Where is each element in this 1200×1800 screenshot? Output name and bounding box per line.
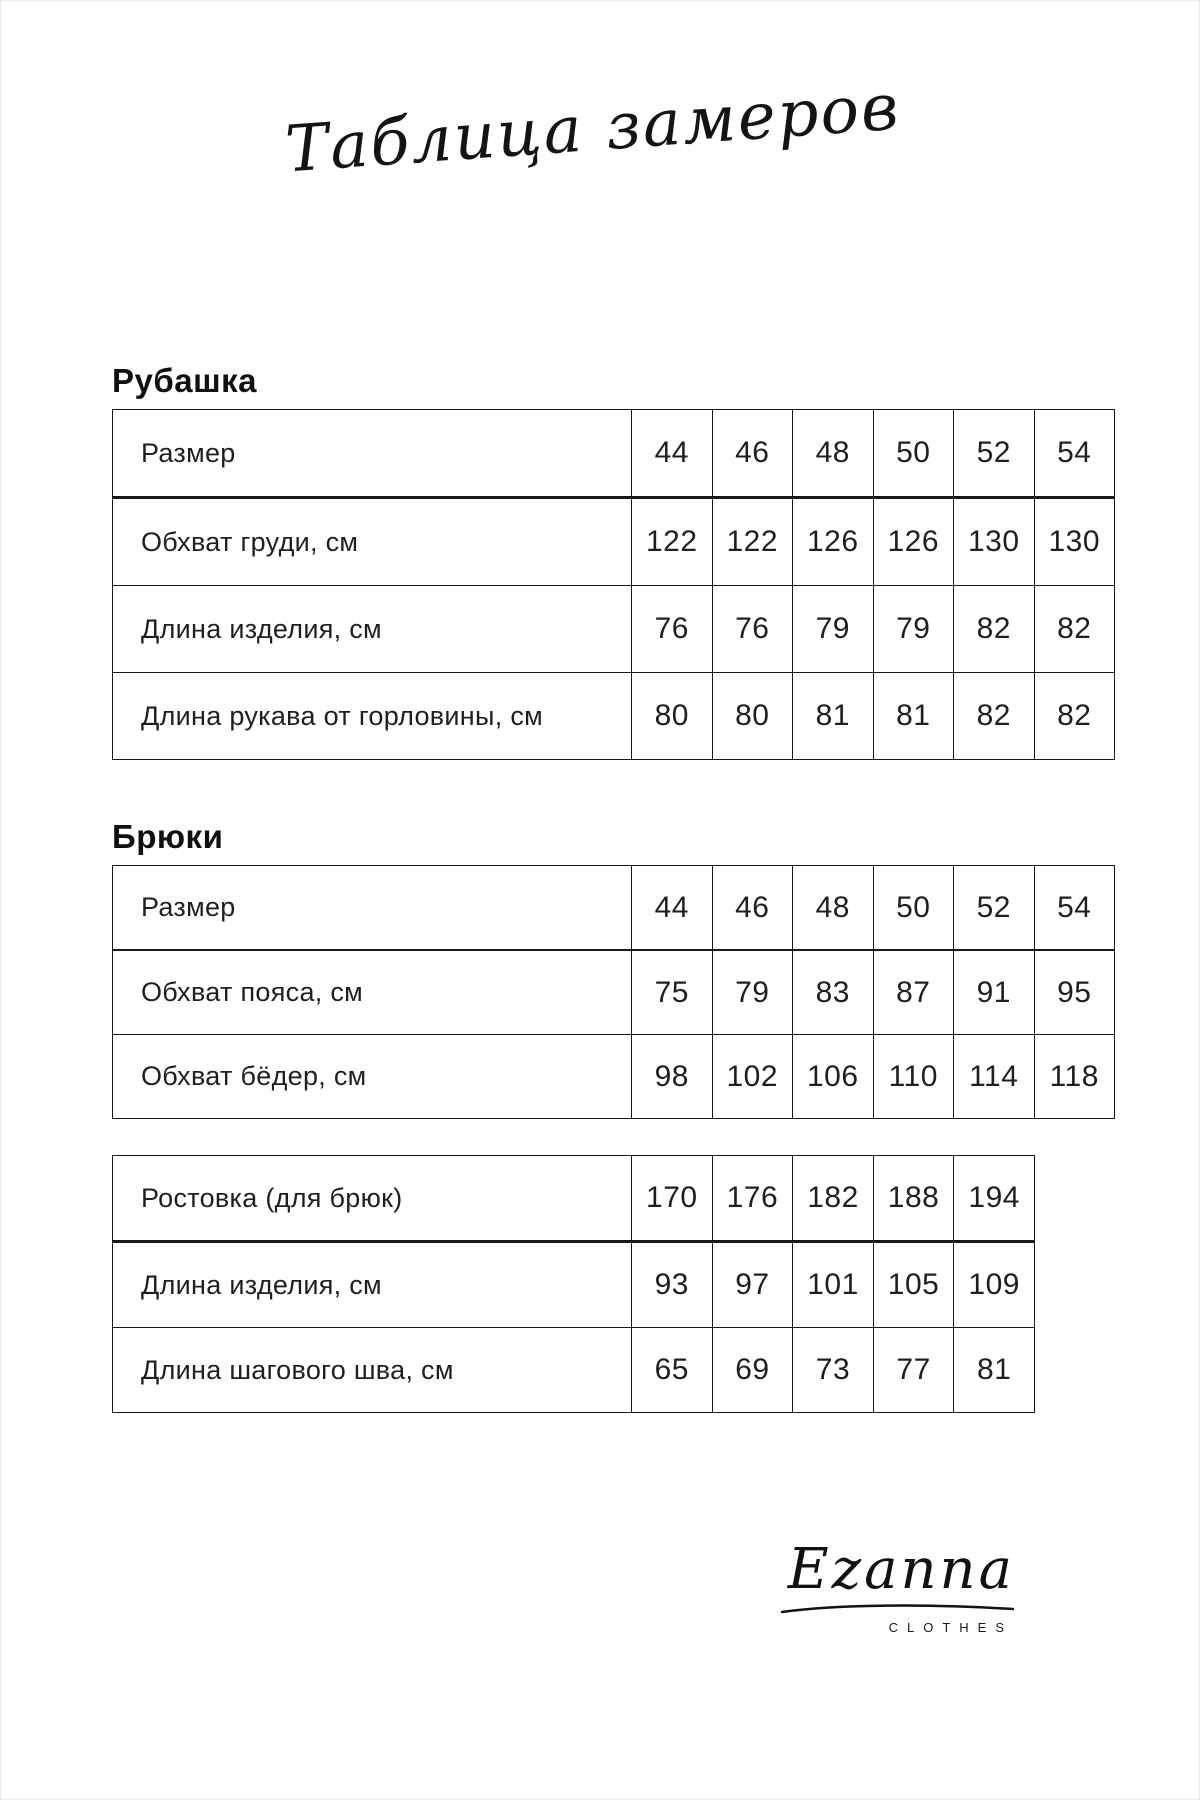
row-label: Длина рукава от горловины, см — [113, 673, 632, 760]
table-row — [113, 1242, 1035, 1328]
section-heading-shirt: Рубашка — [112, 362, 257, 399]
row-label: Размер — [113, 866, 632, 951]
value-cell: 110 — [873, 1035, 954, 1119]
value-cell: 98 — [632, 1035, 713, 1119]
value-cell: 80 — [712, 673, 793, 760]
value-cell: 73 — [793, 1328, 874, 1413]
brand-logo-subtitle: CLOTHES — [888, 1620, 1013, 1635]
row-label: Обхват бёдер, см — [113, 1035, 632, 1119]
value-cell: 46 — [712, 866, 793, 951]
value-cell: 50 — [873, 866, 954, 951]
value-cell: 118 — [1034, 1035, 1115, 1119]
row-label: Ростовка (для брюк) — [113, 1156, 632, 1242]
value-cell: 188 — [873, 1156, 954, 1242]
value-cell: 106 — [793, 1035, 874, 1119]
table-row — [113, 673, 1115, 760]
value-cell: 79 — [712, 950, 793, 1035]
value-cell: 79 — [793, 586, 874, 673]
row-label: Размер — [113, 410, 632, 498]
value-cell: 52 — [954, 410, 1035, 498]
document-title-script: Таблица замеров — [283, 70, 903, 188]
table-row — [113, 498, 1115, 586]
value-cell: 122 — [632, 498, 713, 586]
value-cell: 130 — [954, 498, 1035, 586]
value-cell: 80 — [632, 673, 713, 760]
value-cell: 52 — [954, 866, 1035, 951]
value-cell: 77 — [873, 1328, 954, 1413]
row-label: Длина шагового шва, см — [113, 1328, 632, 1413]
value-cell: 44 — [632, 410, 713, 498]
table-row — [113, 410, 1115, 498]
value-cell: 81 — [793, 673, 874, 760]
shirt-size-table — [112, 409, 1115, 760]
value-cell: 46 — [712, 410, 793, 498]
value-cell: 93 — [632, 1242, 713, 1328]
brand-logo — [770, 1537, 1015, 1635]
value-cell: 65 — [632, 1328, 713, 1413]
value-cell: 76 — [632, 586, 713, 673]
value-cell: 82 — [1034, 586, 1115, 673]
table-row — [113, 1328, 1035, 1413]
value-cell: 105 — [873, 1242, 954, 1328]
value-cell: 50 — [873, 410, 954, 498]
value-cell: 81 — [873, 673, 954, 760]
value-cell: 76 — [712, 586, 793, 673]
value-cell: 122 — [712, 498, 793, 586]
row-label: Обхват пояса, см — [113, 950, 632, 1035]
row-label: Длина изделия, см — [113, 1242, 632, 1328]
value-cell: 82 — [954, 673, 1035, 760]
value-cell: 69 — [712, 1328, 793, 1413]
value-cell: 101 — [793, 1242, 874, 1328]
value-cell: 91 — [954, 950, 1035, 1035]
table-row — [113, 866, 1115, 951]
value-cell: 130 — [1034, 498, 1115, 586]
value-cell: 44 — [632, 866, 713, 951]
value-cell: 54 — [1034, 410, 1115, 498]
section-heading-pants: Брюки — [112, 818, 224, 855]
value-cell: 114 — [954, 1035, 1035, 1119]
value-cell: 79 — [873, 586, 954, 673]
value-cell: 95 — [1034, 950, 1115, 1035]
row-label: Длина изделия, см — [113, 586, 632, 673]
row-label: Обхват груди, см — [113, 498, 632, 586]
value-cell: 87 — [873, 950, 954, 1035]
value-cell: 97 — [712, 1242, 793, 1328]
value-cell: 102 — [712, 1035, 793, 1119]
value-cell: 75 — [632, 950, 713, 1035]
pants-length-table — [112, 1155, 1035, 1413]
pants-size-table — [112, 865, 1115, 1119]
value-cell: 176 — [712, 1156, 793, 1242]
table-row — [113, 586, 1115, 673]
value-cell: 182 — [793, 1156, 874, 1242]
value-cell: 82 — [954, 586, 1035, 673]
table-row — [113, 1156, 1035, 1242]
value-cell: 126 — [793, 498, 874, 586]
value-cell: 83 — [793, 950, 874, 1035]
value-cell: 194 — [954, 1156, 1035, 1242]
value-cell: 126 — [873, 498, 954, 586]
table-row — [113, 1035, 1115, 1119]
value-cell: 81 — [954, 1328, 1035, 1413]
value-cell: 170 — [632, 1156, 713, 1242]
value-cell: 48 — [793, 410, 874, 498]
table-row — [113, 950, 1115, 1035]
value-cell: 48 — [793, 866, 874, 951]
value-cell: 54 — [1034, 866, 1115, 951]
value-cell: 82 — [1034, 673, 1115, 760]
brand-logo-script: Ezanna — [787, 1537, 1015, 1602]
logo-underline-swash-icon — [780, 1602, 1015, 1616]
value-cell: 109 — [954, 1242, 1035, 1328]
